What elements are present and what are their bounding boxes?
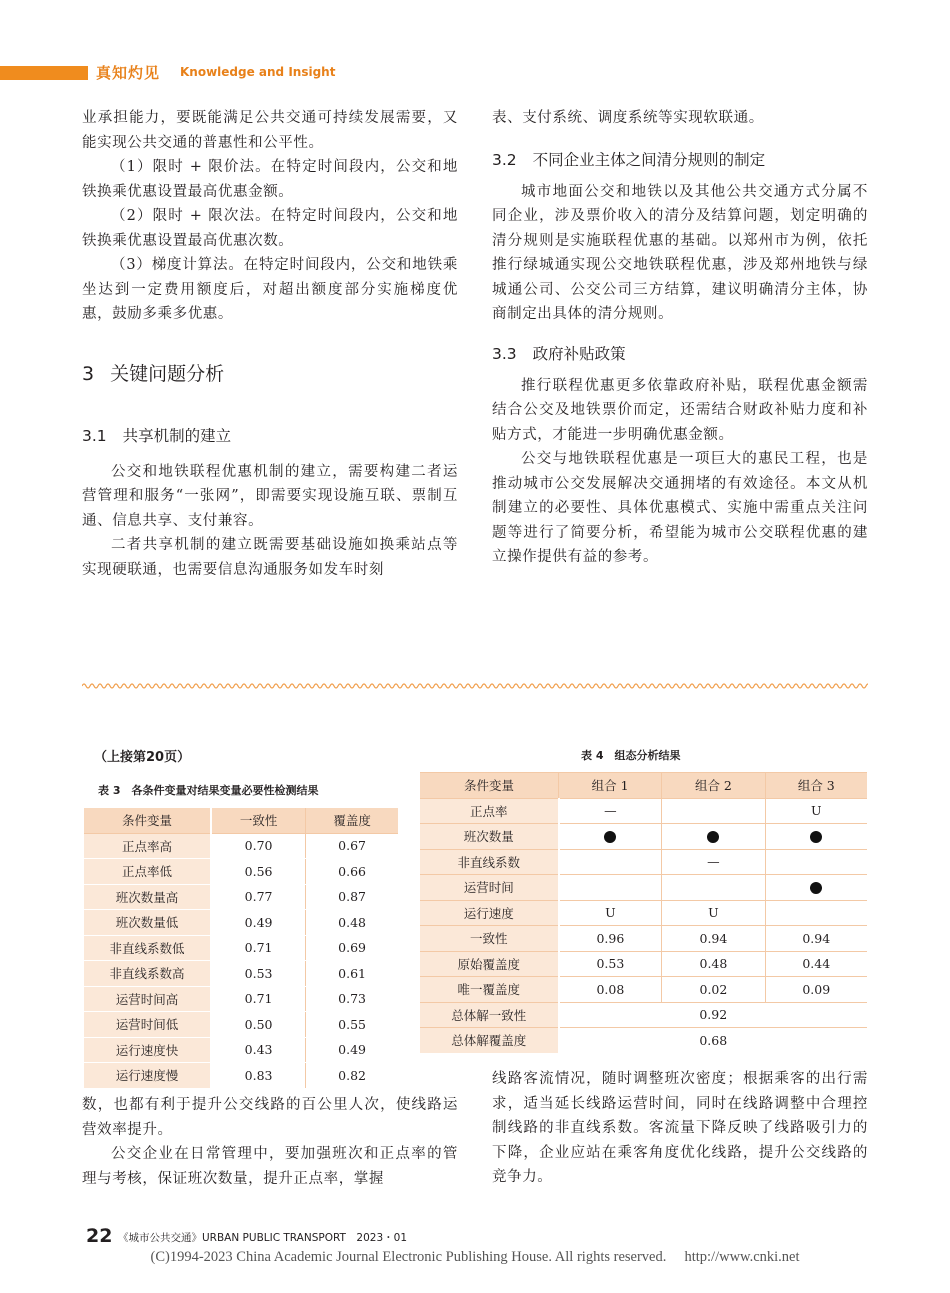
subsection-number: 3.2 (492, 150, 517, 169)
section-number: 3 (82, 362, 95, 385)
table4-cell: 0.94 (765, 926, 867, 952)
paragraph: 推行联程优惠更多依靠政府补贴，联程优惠金额需结合公交及地铁票价而定，还需结合财政补贴力度和补贴方式，才能进一步明确优惠金额。 (492, 377, 868, 443)
table3-cell: 0.61 (306, 961, 398, 987)
table3-header-cell: 条件变量 (84, 808, 211, 833)
table3-row (84, 833, 398, 859)
filled-circle-icon (604, 831, 616, 843)
bottom-right-column (492, 1067, 868, 1190)
table3-cell: 0.56 (211, 859, 306, 885)
table3-cell: 0.49 (211, 910, 306, 936)
table4-dot-cell (559, 824, 662, 850)
table3-row (84, 1012, 398, 1038)
table4-row (420, 798, 867, 824)
section-heading (82, 359, 458, 386)
table4-row (420, 824, 867, 850)
copyright-notice: (C)1994-2023 China Academic Journal Electronic Publishing House. All rights reserved. http://www.cnki.net (150, 1249, 800, 1265)
table4-cell: 0.44 (765, 951, 867, 977)
paragraph: 数，也都有利于提升公交线路的百公里人次，使线路运营效率提升。 (82, 1097, 458, 1138)
table3-row (84, 1063, 398, 1089)
table3-cell: 0.67 (306, 833, 398, 859)
table4-cell: 班次数量 (420, 824, 559, 850)
table4-row (420, 849, 867, 875)
table4-row (420, 926, 867, 952)
filled-circle-icon (810, 882, 822, 894)
table4-header-cell: 组合 1 (559, 773, 662, 799)
table4-cell (765, 849, 867, 875)
subsection-heading (82, 424, 458, 446)
table3-cell: 正点率高 (84, 833, 211, 859)
table4-cell: 0.68 (559, 1028, 868, 1053)
table4-cell: 非直线系数 (420, 849, 559, 875)
subsection-number: 3.3 (492, 344, 517, 363)
table3-cell: 非直线系数高 (84, 961, 211, 987)
subsection-heading (492, 342, 868, 364)
table3-cell: 0.82 (306, 1063, 398, 1089)
table4-caption: 表 4 组态分析结果 (581, 749, 681, 762)
table4-cell: U (559, 900, 662, 926)
table3-cell: 0.53 (211, 961, 306, 987)
section-title: 关键问题分析 (110, 362, 225, 385)
table3-cell: 运行速度快 (84, 1037, 211, 1063)
table3-cell: 0.66 (306, 859, 398, 885)
subsection-title: 政府补贴政策 (532, 344, 626, 363)
table4-dot-cell (765, 824, 867, 850)
table3-row (84, 884, 398, 910)
table4-row (420, 951, 867, 977)
table3-cell: 0.48 (306, 910, 398, 936)
table4-cell: 运营时间 (420, 875, 559, 901)
table3-cell: 班次数量低 (84, 910, 211, 936)
table4-cell: 原始覆盖度 (420, 951, 559, 977)
table3-cell: 正点率低 (84, 859, 211, 885)
table3-cell: 0.71 (211, 935, 306, 961)
table4-dot-cell (662, 824, 765, 850)
subsection-title: 共享机制的建立 (122, 426, 232, 445)
table3-cell: 运营时间低 (84, 1012, 211, 1038)
table4-total-row (420, 1002, 867, 1028)
paragraph: 城市地面公交和地铁以及其他公共交通方式分属不同企业，涉及票价收入的清分及结算问题，划定明确的清分规则是实施联程优惠的基础。以郑州市为例，依托推行绿城通实现公交地铁联程优惠，涉及郑州地铁与绿城通公司、公交公司三方结算，建议明确清分主体，协商制定出具体的清分规则。 (492, 183, 868, 322)
header-accent-bar (0, 66, 88, 80)
table3-cell: 0.77 (211, 884, 306, 910)
table4-cell: 0.96 (559, 926, 662, 952)
table4-cell: 0.53 (559, 951, 662, 977)
table3-cell: 0.55 (306, 1012, 398, 1038)
table4 (420, 772, 867, 1053)
table4-cell (662, 798, 765, 824)
table4-dot-cell (765, 875, 867, 901)
paragraph: 公交和地铁联程优惠机制的建立，需要构建二者运营管理和服务“一张网”，即需要实现设施互联、票制互通、信息共享、支付兼容。 (82, 463, 458, 529)
wavy-divider (82, 680, 868, 692)
table4-cell: — (559, 798, 662, 824)
subsection-number: 3.1 (82, 426, 107, 445)
table4-cell: 0.48 (662, 951, 765, 977)
paragraph: 线路客流情况，随时调整班次密度；根据乘客的出行需求，适当延长线路运营时间，同时在线路调整中合理控制线路的非直线系数。客流量下降反映了线路吸引力的下降，企业应站在乘客角度优化线路，提升公交线路的竞争力。 (492, 1071, 868, 1185)
table3-row (84, 910, 398, 936)
paragraph: 公交企业在日常管理中，要加强班次和正点率的管理与考核，保证班次数量，提升正点率，掌握 (82, 1146, 458, 1187)
magazine-info: 《城市公共交通》URBAN PUBLIC TRANSPORT 2023・01 (118, 1232, 408, 1244)
table4-cell: 总体解一致性 (420, 1002, 559, 1028)
table3-cell: 0.70 (211, 833, 306, 859)
table3-row (84, 935, 398, 961)
table3-row (84, 859, 398, 885)
table3-row (84, 1037, 398, 1063)
table4-cell: 0.09 (765, 977, 867, 1003)
table4-cell: 总体解覆盖度 (420, 1028, 559, 1053)
table3-cell: 运行速度慢 (84, 1063, 211, 1089)
page-number: 22 (86, 1225, 113, 1247)
table3-cell: 非直线系数低 (84, 935, 211, 961)
table4-cell: 0.02 (662, 977, 765, 1003)
table4-cell (559, 849, 662, 875)
filled-circle-icon (810, 831, 822, 843)
table3-cell: 0.87 (306, 884, 398, 910)
bottom-left-column (82, 1093, 458, 1191)
table4-cell: U (662, 900, 765, 926)
table3-cell: 0.50 (211, 1012, 306, 1038)
table4-cell: 唯一覆盖度 (420, 977, 559, 1003)
paragraph: （3）梯度计算法。在特定时间段内，公交和地铁乘坐达到一定费用额度后，对超出额度部分实施梯度优惠，鼓励多乘多优惠。 (82, 257, 458, 322)
table4-row (420, 875, 867, 901)
table4-row (420, 900, 867, 926)
table3-header-cell: 一致性 (211, 808, 306, 833)
table4-cell: U (765, 798, 867, 824)
section-header-cn: 真知灼见 (96, 64, 161, 82)
table3-cell: 0.71 (211, 986, 306, 1012)
table3-caption: 表 3 各条件变量对结果变量必要性检测结果 (98, 784, 319, 797)
subsection-heading (492, 148, 868, 170)
table3-cell: 0.49 (306, 1037, 398, 1063)
table4-cell: — (662, 849, 765, 875)
table3-header-row (84, 808, 398, 833)
table4-cell: 0.92 (559, 1002, 868, 1028)
table4-header-cell: 组合 3 (765, 773, 867, 799)
table3-cell: 0.83 (211, 1063, 306, 1089)
table3-header-cell: 覆盖度 (306, 808, 398, 833)
table3-row (84, 986, 398, 1012)
continued-note: （上接第20页） (94, 750, 191, 765)
left-column (82, 106, 458, 582)
table3-cell: 0.73 (306, 986, 398, 1012)
section-header-en: Knowledge and Insight (180, 65, 336, 79)
table4-row (420, 977, 867, 1003)
table3-cell: 班次数量高 (84, 884, 211, 910)
table3-row (84, 961, 398, 987)
table4-cell: 0.94 (662, 926, 765, 952)
paragraph: （1）限时 + 限价法。在特定时间段内，公交和地铁换乘优惠设置最高优惠金额。 (82, 159, 458, 200)
table3 (84, 808, 398, 1089)
table4-cell: 运行速度 (420, 900, 559, 926)
table3-cell: 0.69 (306, 935, 398, 961)
table4-cell (662, 875, 765, 901)
table3-cell: 运营时间高 (84, 986, 211, 1012)
subsection-title: 不同企业主体之间清分规则的制定 (532, 150, 766, 169)
table4-cell: 正点率 (420, 798, 559, 824)
table3-cell: 0.43 (211, 1037, 306, 1063)
right-column (492, 106, 868, 570)
paragraph: 表、支付系统、调度系统等实现软联通。 (492, 110, 764, 126)
paragraph: 业承担能力，要既能满足公共交通可持续发展需要，又能实现公共交通的普惠性和公平性。 (82, 110, 458, 151)
table4-header-row (420, 773, 867, 799)
paragraph: 二者共享机制的建立既需要基础设施如换乘站点等实现硬联通，也需要信息沟通服务如发车时刻 (82, 537, 458, 578)
table4-total-row (420, 1028, 867, 1053)
table4-cell (765, 900, 867, 926)
table4-cell (559, 875, 662, 901)
table4-cell: 一致性 (420, 926, 559, 952)
table4-header-cell: 条件变量 (420, 773, 559, 799)
table4-cell: 0.08 (559, 977, 662, 1003)
table4-header-cell: 组合 2 (662, 773, 765, 799)
paragraph: （2）限时 + 限次法。在特定时间段内，公交和地铁换乘优惠设置最高优惠次数。 (82, 208, 458, 249)
filled-circle-icon (707, 831, 719, 843)
paragraph: 公交与地铁联程优惠是一项巨大的惠民工程，也是推动城市公交发展解决交通拥堵的有效途径。本文从机制建立的必要性、具体优惠模式、实施中需重点关注问题等进行了简要分析，希望能为城市公交联程优惠的建立操作提供有益的参考。 (492, 451, 868, 565)
